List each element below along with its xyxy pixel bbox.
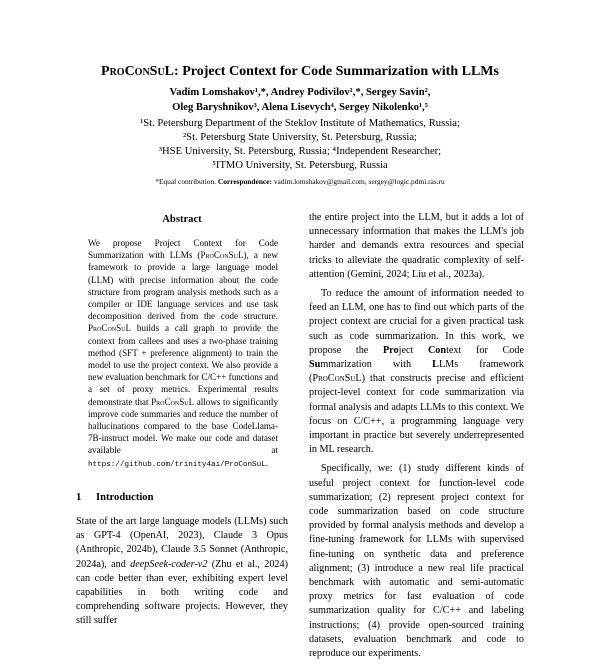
right-paragraph-1: the entire project into the LLM, but it adds a lot of unnecessary information that makes the LLM's job harder and demands extra resources and special tricks to alleviate the quadratic complexity of self-attention (Gemini, 2024; Liu et al., 2023a). <box>309 212 524 280</box>
affiliation-1: ¹St. Petersburg Department of the Steklov Institute of Mathematics, Russia; <box>140 118 460 129</box>
github-link[interactable]: https://github.com/trinity4ai/ProConSuL <box>88 460 266 469</box>
paper-title <box>0 64 600 80</box>
contribution-note: *Equal contribution. Correspondence: vadim.lomshakov@gmail.com, sergey@logic.pdmi.ras.ru <box>155 177 445 186</box>
authors-line-2: Oleg Baryshnikov³, Alena Lisevych⁴, Sergey Nikolenko¹,⁵ <box>172 102 428 113</box>
title-name: ProConSuL <box>101 64 175 79</box>
affiliation-3: ³HSE University, St. Petersburg, Russia; ⁴Independent Researcher; <box>158 146 442 157</box>
right-paragraph-2: To reduce the amount of information needed to feed an LLM, one has to find out which parts of the project context are crucial for a given practical task such as code summarization. In this work, we propose the Project Context for Code Summarization with LLMs framework (ProConSuL) that constructs precise and efficient project-level context for code summarization via formal analysis and adapts LLMs to this context. We focus on C/C++, a programming language very important in practice but severely underrepresented in ML research. <box>309 288 524 456</box>
introduction-text: State of the art large language models (LLMs) such as GPT-4 (OpenAI, 2023), Claude 3 Opus (Anthropic, 2024b), Claude 3.5 Sonnet (Anthropic, 2024a), and deepSeek-coder-v2 (Zhu et al., 2024) can code better than ever, exhibiting expert level capabilities in both writing code and comprehending software projects. However, they still suffer <box>76 516 288 627</box>
section-heading-introduction: 1 Introduction <box>76 492 154 503</box>
abstract-heading: Abstract <box>162 214 202 225</box>
affiliation-4: ⁵ITMO University, St. Petersburg, Russia <box>212 160 388 171</box>
authors-line-1: Vadim Lomshakov¹,*, Andrey Podivilov¹,*, Sergey Savin², <box>169 87 431 98</box>
right-paragraph-3: Specifically, we: (1) study different kinds of useful project context for function-level code summarization; (2) represent project context for code summarization based on code structure provided by formal analysis methods and develop a fine-tuning framework for LLMs with supervised fine-tuning on synthetic data and preference alignment; (3) introduce a new real life practical benchmark with automatic and semi-automatic proxy metrics for fast evaluation of code summarization quality for C/C++ and labeling instructions; (4) provide open-sourced training datasets, evaluation benchmark and code to reproduce our experiments. <box>309 463 524 660</box>
right-column <box>309 211 524 666</box>
title-rest: : Project Context for Code Summarization with LLMs <box>174 64 499 79</box>
abstract-text: We propose Project Context for Code Summarization with LLMs (ProConSuL), a new framework to provide a large language model (LLM) with precise information about the code structure from program analysis methods such as a compiler or IDE language services and use task decomposition derived from the code structure. ProConSuL builds a call graph to provide the context from callees and uses a two-phase training method (SFT + preference alignment) to train the model to use the project context. We also provide a new evaluation benchmark for C/C++ functions and a set of proxy metrics. Experimental results demonstrate that ProConSuL allows to significantly improve code summaries and reduce the number of hallucinations compared to the base CodeLlama-7B-instruct model. We make our code and dataset available at https://github.com/trinity4ai/ProConSuL. <box>88 238 278 469</box>
affiliation-2: ²St. Petersburg State University, St. Petersburg, Russia; <box>183 132 417 143</box>
